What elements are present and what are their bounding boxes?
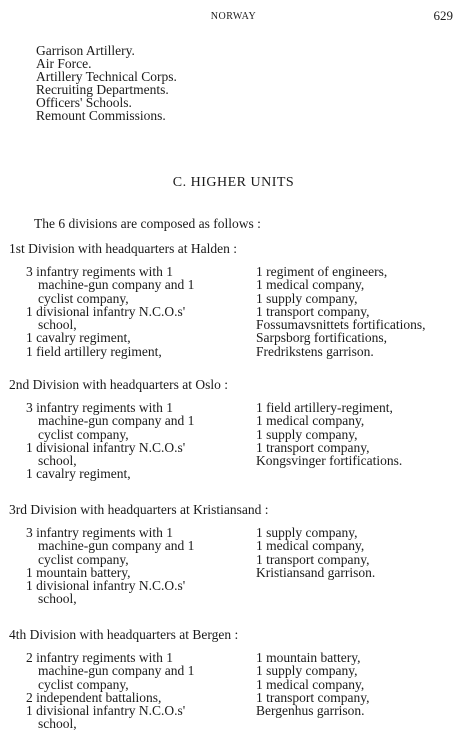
unit-entry: school, xyxy=(38,716,77,732)
unit-entry: Fossumavsnittets fortifications, xyxy=(256,317,426,333)
unit-entry: cyclist company, xyxy=(38,290,129,306)
unit-entry: machine-gun company and 1 xyxy=(38,413,195,429)
unit-entry: cyclist company, xyxy=(38,551,129,567)
division-heading: 2nd Division with headquarters at Oslo : xyxy=(9,377,228,392)
unit-entry: 3 infantry regiments with 1 xyxy=(26,264,173,279)
unit-entry: 1 regiment of engineers, xyxy=(256,264,388,279)
unit-entry: school, xyxy=(38,317,77,333)
unit-entry: 1 field artillery-regiment, xyxy=(256,400,393,415)
unit-entry: Sarpsborg fortifications, xyxy=(256,330,387,346)
unit-entry: 1 medical company, xyxy=(256,277,365,293)
list-item: Officers' Schools. xyxy=(36,95,132,110)
division-heading: 1st Division with headquarters at Halden : xyxy=(9,241,237,256)
unit-entry: 1 transport company, xyxy=(256,551,370,567)
unit-entry: 1 divisional infantry N.C.O.s' xyxy=(26,303,186,319)
unit-entry: Fredrikstens garrison. xyxy=(256,343,374,359)
division-left-column xyxy=(26,526,258,606)
unit-entry: 1 divisional infantry N.C.O.s' xyxy=(26,578,186,594)
unit-entry: 1 medical company, xyxy=(256,538,365,554)
unit-entry: 1 supply company, xyxy=(256,426,358,442)
unit-entry: 1 transport company, xyxy=(256,689,370,705)
division-right-column xyxy=(256,651,462,717)
unit-entry: 1 field artillery regiment, xyxy=(26,343,162,359)
section-title: C. HIGHER UNITS xyxy=(172,175,295,190)
unit-entry: 1 mountain battery, xyxy=(26,564,131,580)
running-title: NORWAY xyxy=(210,11,257,22)
division-right-column xyxy=(256,526,462,579)
page-number: 629 xyxy=(433,8,453,23)
unit-entry: 1 divisional infantry N.C.O.s' xyxy=(26,703,186,719)
list-item: Garrison Artillery. xyxy=(36,43,135,58)
unit-entry: 2 infantry regiments with 1 xyxy=(26,650,173,665)
list-item: Air Force. xyxy=(36,56,92,71)
unit-entry: 2 independent battalions, xyxy=(26,689,162,705)
division-heading: 3rd Division with headquarters at Kristiansand : xyxy=(9,502,269,517)
unit-entry: Bergenhus garrison. xyxy=(256,703,365,719)
unit-entry: Kristiansand garrison. xyxy=(256,564,376,580)
unit-entry: cyclist company, xyxy=(38,676,129,692)
division-right-column xyxy=(256,265,462,358)
unit-entry: 1 supply company, xyxy=(256,663,358,679)
unit-entry: 1 supply company, xyxy=(256,525,358,540)
unit-entry: 1 mountain battery, xyxy=(256,650,361,665)
unit-entry: 3 infantry regiments with 1 xyxy=(26,525,173,540)
intro-paragraph: The 6 divisions are composed as follows : xyxy=(34,216,261,231)
list-item: Artillery Technical Corps. xyxy=(36,69,177,84)
division-left-column xyxy=(26,651,258,731)
unit-entry: 1 medical company, xyxy=(256,413,365,429)
unit-entry: 1 cavalry regiment, xyxy=(26,330,131,346)
unit-entry: machine-gun company and 1 xyxy=(38,538,195,554)
unit-entry: 1 transport company, xyxy=(256,439,370,455)
unit-entry: Kongsvinger fortifications. xyxy=(256,453,403,469)
unit-entry: school, xyxy=(38,591,77,607)
unit-entry: machine-gun company and 1 xyxy=(38,277,195,293)
unit-list xyxy=(36,44,177,122)
unit-entry: 3 infantry regiments with 1 xyxy=(26,400,173,415)
list-item: Remount Commissions. xyxy=(36,108,166,123)
unit-entry: 1 transport company, xyxy=(256,303,370,319)
unit-entry: 1 cavalry regiment, xyxy=(26,466,131,482)
page-header xyxy=(0,8,467,26)
division-left-column xyxy=(26,401,258,481)
unit-entry: machine-gun company and 1 xyxy=(38,663,195,679)
list-item: Recruiting Departments. xyxy=(36,82,169,97)
division-left-column xyxy=(26,265,258,358)
unit-entry: 1 supply company, xyxy=(256,290,358,306)
unit-entry: cyclist company, xyxy=(38,426,129,442)
unit-entry: 1 divisional infantry N.C.O.s' xyxy=(26,439,186,455)
division-right-column xyxy=(256,401,462,467)
unit-entry: school, xyxy=(38,453,77,469)
division-heading: 4th Division with headquarters at Bergen : xyxy=(9,627,239,642)
unit-entry: 1 medical company, xyxy=(256,676,365,692)
